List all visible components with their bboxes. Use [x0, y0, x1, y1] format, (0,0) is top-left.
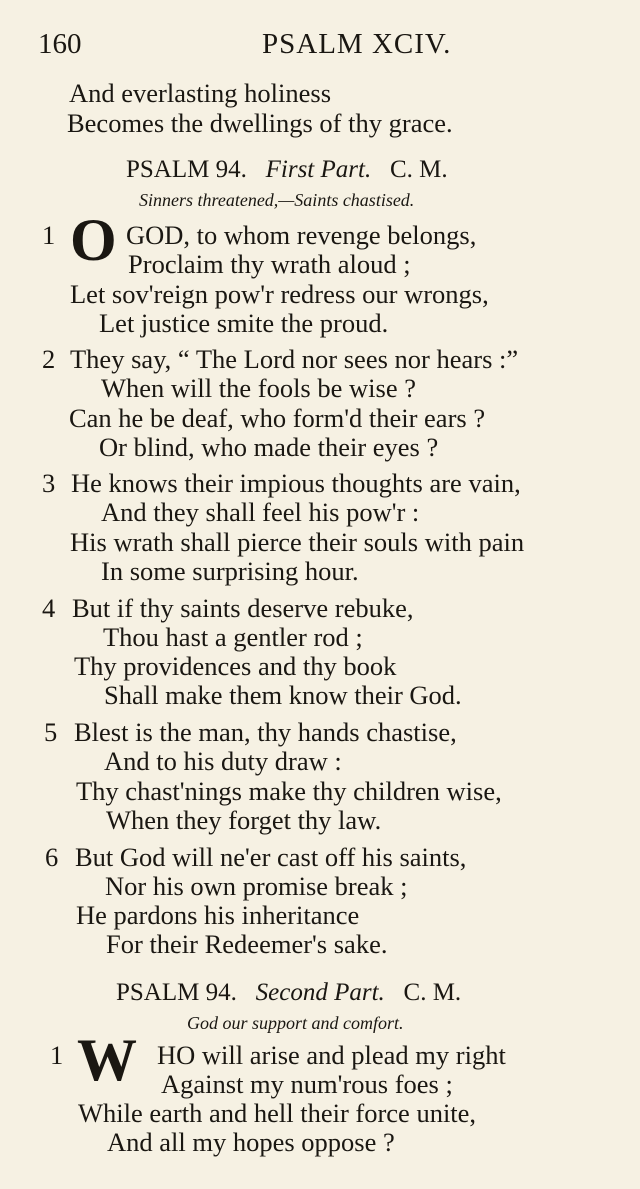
heading-meter: C. M. — [389, 156, 448, 183]
verse-line: Thou hast a gentler rod ; — [103, 622, 363, 652]
section-heading — [126, 157, 448, 182]
section-heading — [116, 980, 461, 1005]
verse-line: They say, “ The Lord nor sees nor hears :” — [70, 344, 519, 374]
continuation-line: Becomes the dwellings of thy grace. — [67, 108, 453, 138]
verse-line: When they forget thy law. — [106, 805, 382, 835]
section-subtitle: God our support and comfort. — [187, 1013, 404, 1033]
continuation-line: And everlasting holiness — [69, 78, 332, 108]
drop-cap: O — [70, 207, 117, 273]
verse-line: Let justice smite the proud. — [99, 308, 389, 338]
verse-line: Thy providences and thy book — [74, 651, 397, 681]
verse-line: And all my hopes oppose ? — [107, 1127, 395, 1157]
verse-line: HO will arise and plead my right — [157, 1040, 506, 1070]
verse-line: And they shall feel his pow'r : — [101, 497, 420, 527]
heading-meter: C. M. — [403, 979, 462, 1006]
verse-line: And to his duty draw : — [104, 746, 342, 776]
verse-line: Let sov'reign pow'r redress our wrongs, — [70, 279, 489, 309]
verse-line: Shall make them know their God. — [104, 680, 462, 710]
verse-line: He pardons his inheritance — [76, 900, 360, 930]
verse-line: But if thy saints deserve rebuke, — [72, 593, 414, 623]
verse-line: Thy chast'nings make thy children wise, — [76, 776, 502, 806]
heading-part: First Part. — [265, 156, 372, 183]
verse-number: 3 — [42, 468, 56, 498]
verse-number: 6 — [45, 842, 59, 872]
section-subtitle: Sinners threatened,—Saints chastised. — [139, 190, 415, 210]
running-header — [38, 28, 600, 68]
verse-line: Nor his own promise break ; — [105, 871, 408, 901]
verse-line: For their Redeemer's sake. — [106, 929, 388, 959]
heading-part: Second Part. — [255, 979, 385, 1006]
verse-line: GOD, to whom revenge belongs, — [126, 220, 477, 250]
verse-line: In some surprising hour. — [101, 556, 359, 586]
verse-line: When will the fools be wise ? — [101, 373, 416, 403]
verse-line: Proclaim thy wrath aloud ; — [128, 249, 411, 279]
verse-line: Blest is the man, thy hands chastise, — [74, 717, 457, 747]
heading-psalm: PSALM 94. — [116, 979, 237, 1006]
verse-number: 4 — [42, 593, 56, 623]
verse-line: While earth and hell their force unite, — [78, 1098, 477, 1128]
verse-line: Can he be deaf, who form'd their ears ? — [69, 403, 486, 433]
page-number: 160 — [38, 28, 82, 60]
drop-cap: W — [77, 1027, 137, 1093]
verse-line: But God will ne'er cast off his saints, — [75, 842, 467, 872]
verse-number: 5 — [44, 717, 58, 747]
verse-number: 2 — [42, 344, 56, 374]
verse-line: He knows their impious thoughts are vain, — [71, 468, 521, 498]
heading-psalm: PSALM 94. — [126, 156, 247, 183]
page-title: PSALM XCIV. — [262, 28, 452, 60]
verse-number: 1 — [50, 1040, 64, 1070]
verse-line: His wrath shall pierce their souls with pain — [70, 527, 525, 557]
verse-number: 1 — [42, 220, 56, 250]
verse-line: Or blind, who made their eyes ? — [99, 432, 439, 462]
verse-line: Against my num'rous foes ; — [161, 1069, 453, 1099]
